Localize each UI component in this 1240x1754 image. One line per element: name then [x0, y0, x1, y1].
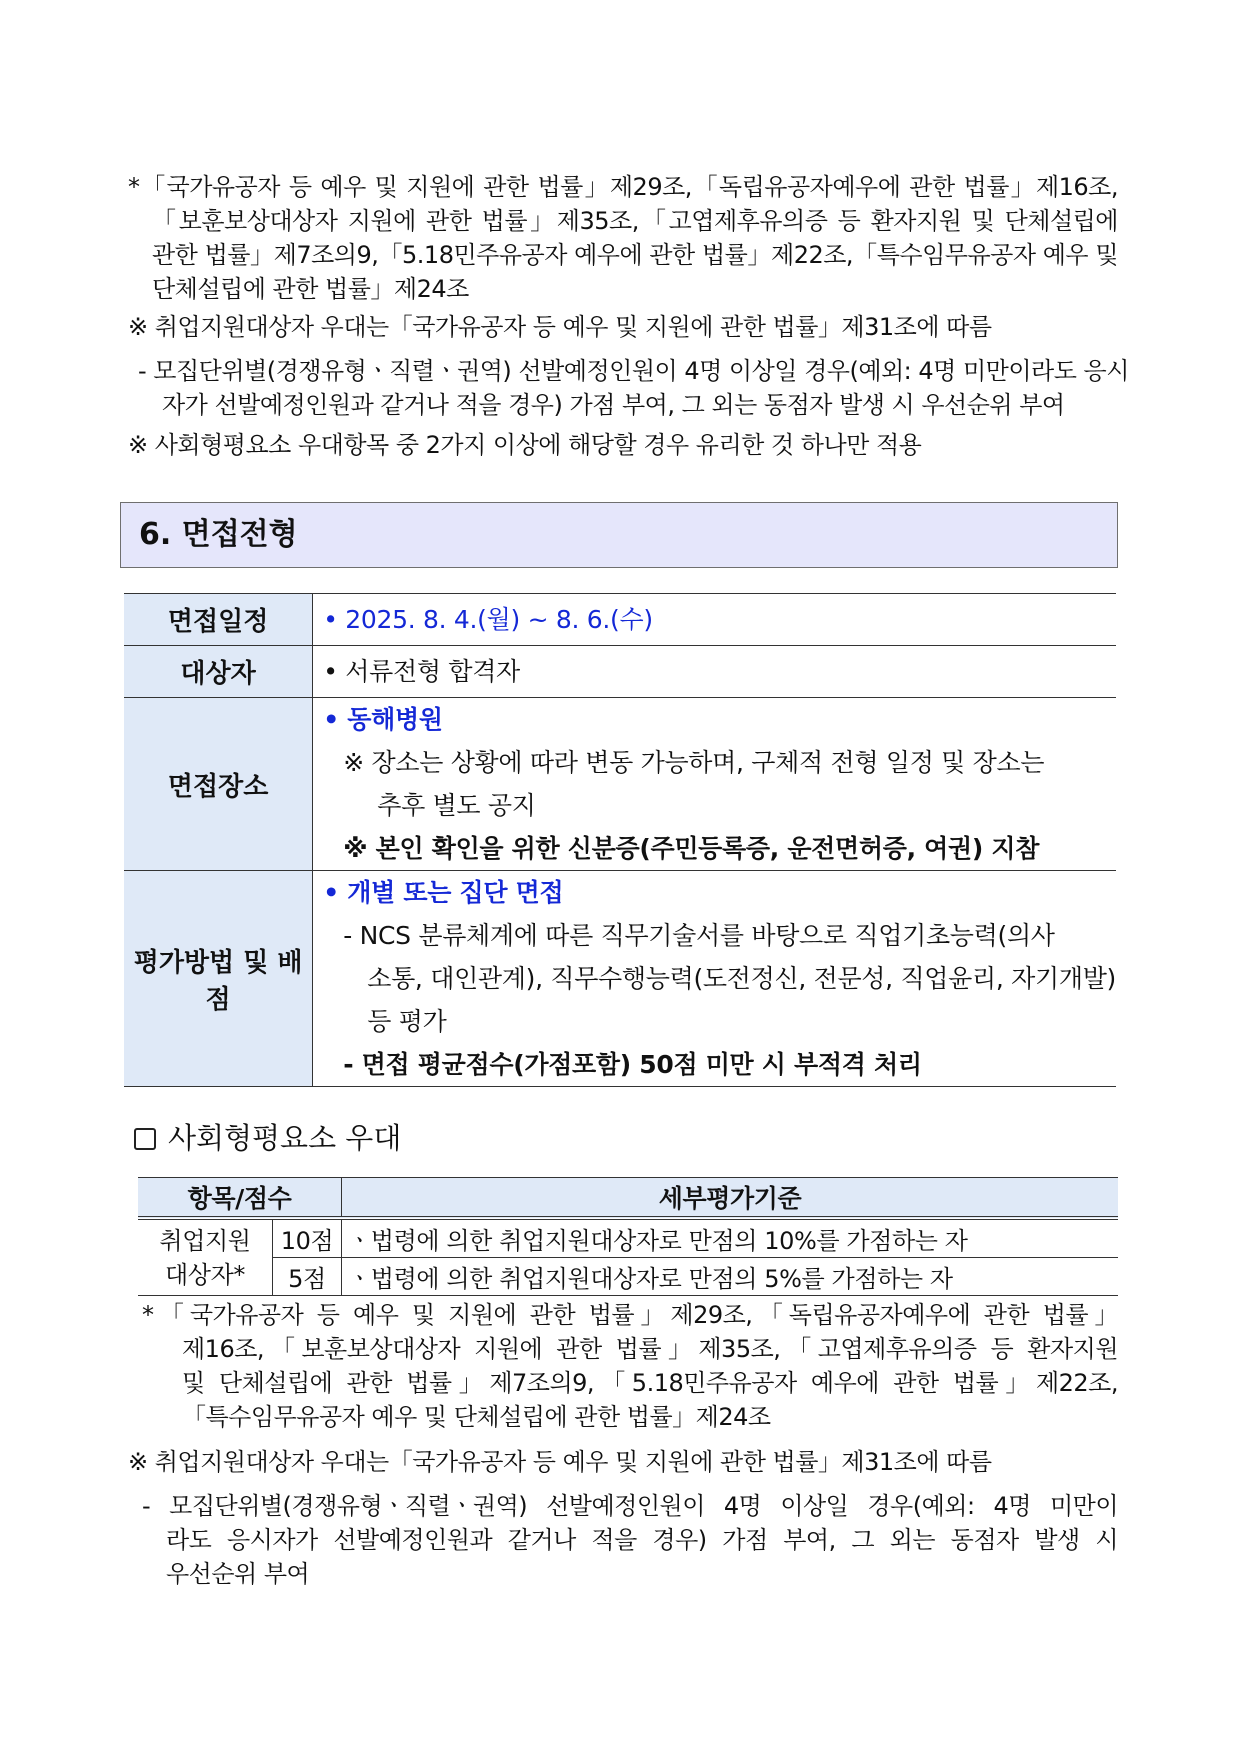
score-cell: 10점 [273, 1218, 342, 1258]
id-card-note: ※ 본인 확인을 위한 신분증(주민등록증, 운전면허증, 여권) 지참 [343, 834, 1040, 863]
location-note: ※ 장소는 상황에 따라 변동 가능하며, 구체적 전형 일정 및 장소는 [343, 748, 1045, 777]
social-subheading: 사회형평요소 우대 [134, 1118, 401, 1158]
evaluation-desc-cont: 소통, 대인관계), 직무수행능력(도전정신, 전문성, 직업윤리, 자기개발) [367, 964, 1116, 993]
bottom-dash-line: - 모집단위별(경쟁유형ㆍ직렬ㆍ권역) 선발예정인원이 4명 이상일 경우(예외: 4명 미만이 [142, 1492, 1118, 1520]
table-row [124, 871, 1116, 1087]
table-row [124, 646, 1116, 698]
checkbox-square-icon [134, 1128, 156, 1150]
top-dash-line: 자가 선발예정인원과 같거나 적을 경우) 가점 부여, 그 외는 동점자 발생 시 우선순위 부여 [162, 391, 1065, 419]
score-cell: 5점 [273, 1258, 342, 1296]
evaluation-desc-cont: 등 평가 [367, 1007, 447, 1036]
top-law-line: 단체설립에 관한 법률」제24조 [152, 275, 469, 303]
item-name: 취업지원 대상자* [138, 1218, 273, 1296]
table-row [124, 594, 1116, 646]
bottom-dash-line: 라도 응시자가 선발예정인원과 같거나 적을 경우) 가점 부여, 그 외는 동점자 발생 시 [166, 1526, 1118, 1554]
criteria-cell: ㆍ법령에 의한 취업지원대상자로 만점의 5%를 가점하는 자 [342, 1258, 1119, 1296]
evaluation-label: 평가방법 및 배점 [124, 871, 313, 1087]
interview-table [124, 593, 1116, 1087]
top-law-line: 관한 법률」제7조의9,「5.18민주유공자 예우에 관한 법률」제22조,「특수임무유공자 예우 및 [152, 241, 1118, 269]
criteria-cell: ㆍ법령에 의한 취업지원대상자로 만점의 10%를 가점하는 자 [342, 1218, 1119, 1258]
table-row [124, 698, 1116, 871]
top-law-line: *「국가유공자 등 예우 및 지원에 관한 법률」제29조,「독립유공자예우에 관한 법률」제16조, [128, 173, 1118, 201]
location-note-cont: 추후 별도 공지 [377, 791, 536, 820]
bottom-law-line: 제16조,「보훈보상대상자 지원에 관한 법률」제35조,「고엽제후유의증 등 환자지원 [182, 1335, 1118, 1363]
top-dash-line: - 모집단위별(경쟁유형ㆍ직렬ㆍ권역) 선발예정인원이 4명 이상일 경우(예외: 4명 미만이라도 응시 [138, 357, 1129, 385]
bottom-law-line: *「국가유공자 등 예우 및 지원에 관한 법률」제29조,「독립유공자예우에 관한 법률」 [142, 1301, 1118, 1329]
cutoff-note: - 면접 평균점수(가점포함) 50점 미만 시 부적격 처리 [343, 1050, 922, 1079]
bottom-law-references [142, 1298, 1118, 1434]
section-title: 6. 면접전형 [120, 502, 1118, 568]
table-header-row [138, 1178, 1118, 1219]
schedule-value: • 2025. 8. 4.(월) ~ 8. 6.(수) [323, 605, 653, 634]
bottom-employment-note: ※ 취업지원대상자 우대는「국가유공자 등 예우 및 지원에 관한 법률」제31조에 따름 [128, 1448, 992, 1476]
bottom-law-line: 및 단체설립에 관한 법률」제7조의9,「5.18민주유공자 예우에 관한 법률」제22조, [182, 1369, 1118, 1397]
bottom-law-line: 「특수임무유공자 예우 및 단체설립에 관한 법률」제24조 [182, 1403, 771, 1431]
location-label: 면접장소 [124, 698, 313, 871]
top-law-references [128, 170, 1118, 306]
top-law-line: 「보훈보상대상자 지원에 관한 법률」제35조,「고엽제후유의증 등 환자지원 및 단체설립에 [152, 207, 1118, 235]
top-social-note: ※ 사회형평요소 우대항목 중 2가지 이상에 해당할 경우 유리한 것 하나만 적용 [128, 431, 922, 459]
evaluation-desc: - NCS 분류체계에 따른 직무기술서를 바탕으로 직업기초능력(의사 [343, 921, 1055, 950]
target-label: 대상자 [124, 646, 313, 698]
table-row [138, 1258, 1118, 1296]
target-value: • 서류전형 합격자 [323, 657, 520, 686]
table-row [138, 1218, 1118, 1258]
top-dash-note [138, 354, 1129, 422]
top-employment-note: ※ 취업지원대상자 우대는「국가유공자 등 예우 및 지원에 관한 법률」제31조에 따름 [128, 313, 992, 341]
schedule-label: 면접일정 [124, 594, 313, 646]
location-place: • 동해병원 [323, 705, 443, 734]
social-score-table [138, 1177, 1118, 1296]
header-item-score: 항목/점수 [138, 1178, 342, 1219]
header-criteria: 세부평가기준 [342, 1178, 1119, 1219]
bottom-dash-line: 우선순위 부여 [166, 1560, 310, 1588]
bottom-dash-note [142, 1489, 1118, 1591]
evaluation-method: • 개별 또는 집단 면접 [323, 878, 564, 907]
